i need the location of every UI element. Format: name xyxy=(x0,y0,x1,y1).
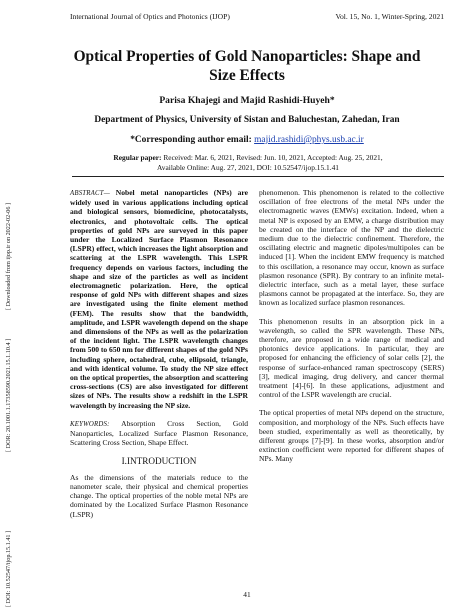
paper-title: Optical Properties of Gold Nanoparticles: Shape and Size Effects xyxy=(73,48,421,84)
paragraph-3: The optical properties of metal NPs depend on the structure, composition, and morphology of the NPs. Such effects have been studied, experimentally as well as theoretically, by different groups [7]-[9]. In these works, absorption and/or extinction coefficient were reported for different shapes of NPs. Many xyxy=(259,408,444,464)
dor-notice: [ DOR: 20.1001.1.17358590.2021.15.1.10.4 ] xyxy=(5,338,12,452)
keywords-lead: KEYWORDS: xyxy=(70,420,110,428)
email-link[interactable]: majid.rashidi@phys.usb.ac.ir xyxy=(254,135,364,145)
dates-line2: Available Online: Aug. 27, 2021, DOI: 10.52547/ijop.15.1.41 xyxy=(157,163,339,172)
keywords-text: Absorption Cross Section, Gold Nanoparticles, Localized Surface Plasmon Resonance, Scattering Cross Section, Shape Effect. xyxy=(70,418,248,448)
running-header xyxy=(70,12,444,24)
email-label: *Corresponding author email: xyxy=(130,135,252,145)
doi-notice: [ DOI: 10.52547/ijop.15.1.41 ] xyxy=(5,530,12,607)
issue-info: Vol. 15, No. 1, Winter-Spring, 2021 xyxy=(335,12,444,21)
abstract xyxy=(70,188,248,410)
corresponding-email xyxy=(60,135,434,145)
authors: Parisa Khajegi and Majid Rashidi-Huyeh* xyxy=(159,95,335,106)
abstract-text: Nobel metal nanoparticles (NPs) are widely used in various applications including optical and biological sensors, biomedicine, photocatalysts, electronics, and photovoltaic cells. The optical properties of gold NPs are surveyed in this paper under the Localized Surface Plasmon Resonance (LSPR) effect, which increases the light absorption and scattering at the LSPR wavelength. This LSPR frequency depends on various factors, including the shape and size of the particles as well as incident electromagnetic polarization. Here, the optical response of gold NPs with different shapes and sizes are investigated using the finite element method (FEM). The results show that the bandwidth, amplitude, and LSPR wavelength depend on the shape and dimensions of the NPs as well as the polarization of the incident light. The LSPR wavelength changes from 500 to 650 nm for different shapes of the gold NPs including sphere, octahedral, cube, ellipsoid, triangle, and with identical volume. To study the NP size effect on the optical properties, the absorption and scattering cross-sections (CS) are also investigated for different sizes of NPs. The results show a redshift in the LSPR wavelength by increasing the NP size. xyxy=(70,188,248,410)
journal-name: International Journal of Optics and Photonics (IJOP) xyxy=(70,12,230,21)
download-notice: [ Downloaded from ijop.ir on 2022-02-06 ] xyxy=(5,202,12,310)
header-divider xyxy=(72,176,444,177)
left-column xyxy=(70,188,248,528)
section-heading: I.INTRODUCTION xyxy=(121,456,197,467)
abstract-lead: ABSTRACT— xyxy=(70,190,110,197)
affiliation: Department of Physics, University of Sistan and Baluchestan, Zahedan, Iran xyxy=(94,115,400,125)
page-number: 41 xyxy=(243,590,251,599)
dates-line1: Received: Mar. 6, 2021, Revised: Jun. 10, 2021, Accepted: Aug. 25, 2021, xyxy=(163,153,383,162)
paragraph-2: This phenomenon results in an absorption pick in a wavelength, so called the SPR wavelength. These NPs, therefore, are proposed in a wide range of medical and photonics device applications. In particular, they are proposed for enhancing the efficiency of solar cells [2], the response of surface-enhanced raman spectroscopy (SERS) [3], medical imaging, drug delivery, and cancer thermal treatment [4]-[6]. In these applications, adjustment and control of the LSPR wavelength are crucial. xyxy=(259,316,444,400)
intro-paragraph: As the dimensions of the materials reduce to the nanometer scale, their physical and chemical properties change. The optical properties of the noble metal NPs are dominated by the Localized Surface Plasmon Resonance (LSPR) xyxy=(70,472,248,519)
right-column xyxy=(259,188,444,473)
keywords xyxy=(70,419,248,448)
paragraph-1: phenomenon. This phenomenon is related to the collective oscillation of free electrons of the metal NPs under the electromagnetic waves (EMWs) excitation. Indeed, when a metal NP is exposed by an EMW, a charge distribution may be created on the interface of the NP and the dielectric medium due to the dielectric confinement. Therefore, the oscillating electric and magnetic dipoles/multipoles can be induced [1]. When the incident EMW frequency is matched to this oscillation, a resonance may occur, known as surface plasmon resonance (SPR). By contrary to an infinite metal-dielectric interface, such as a metal layer, these surface plasmons cannot be propagated at the interface. So, they are known as localized surface plasmon resonances. xyxy=(259,188,444,308)
dates-label: Regular paper: xyxy=(113,153,162,162)
paper-dates xyxy=(95,153,401,173)
